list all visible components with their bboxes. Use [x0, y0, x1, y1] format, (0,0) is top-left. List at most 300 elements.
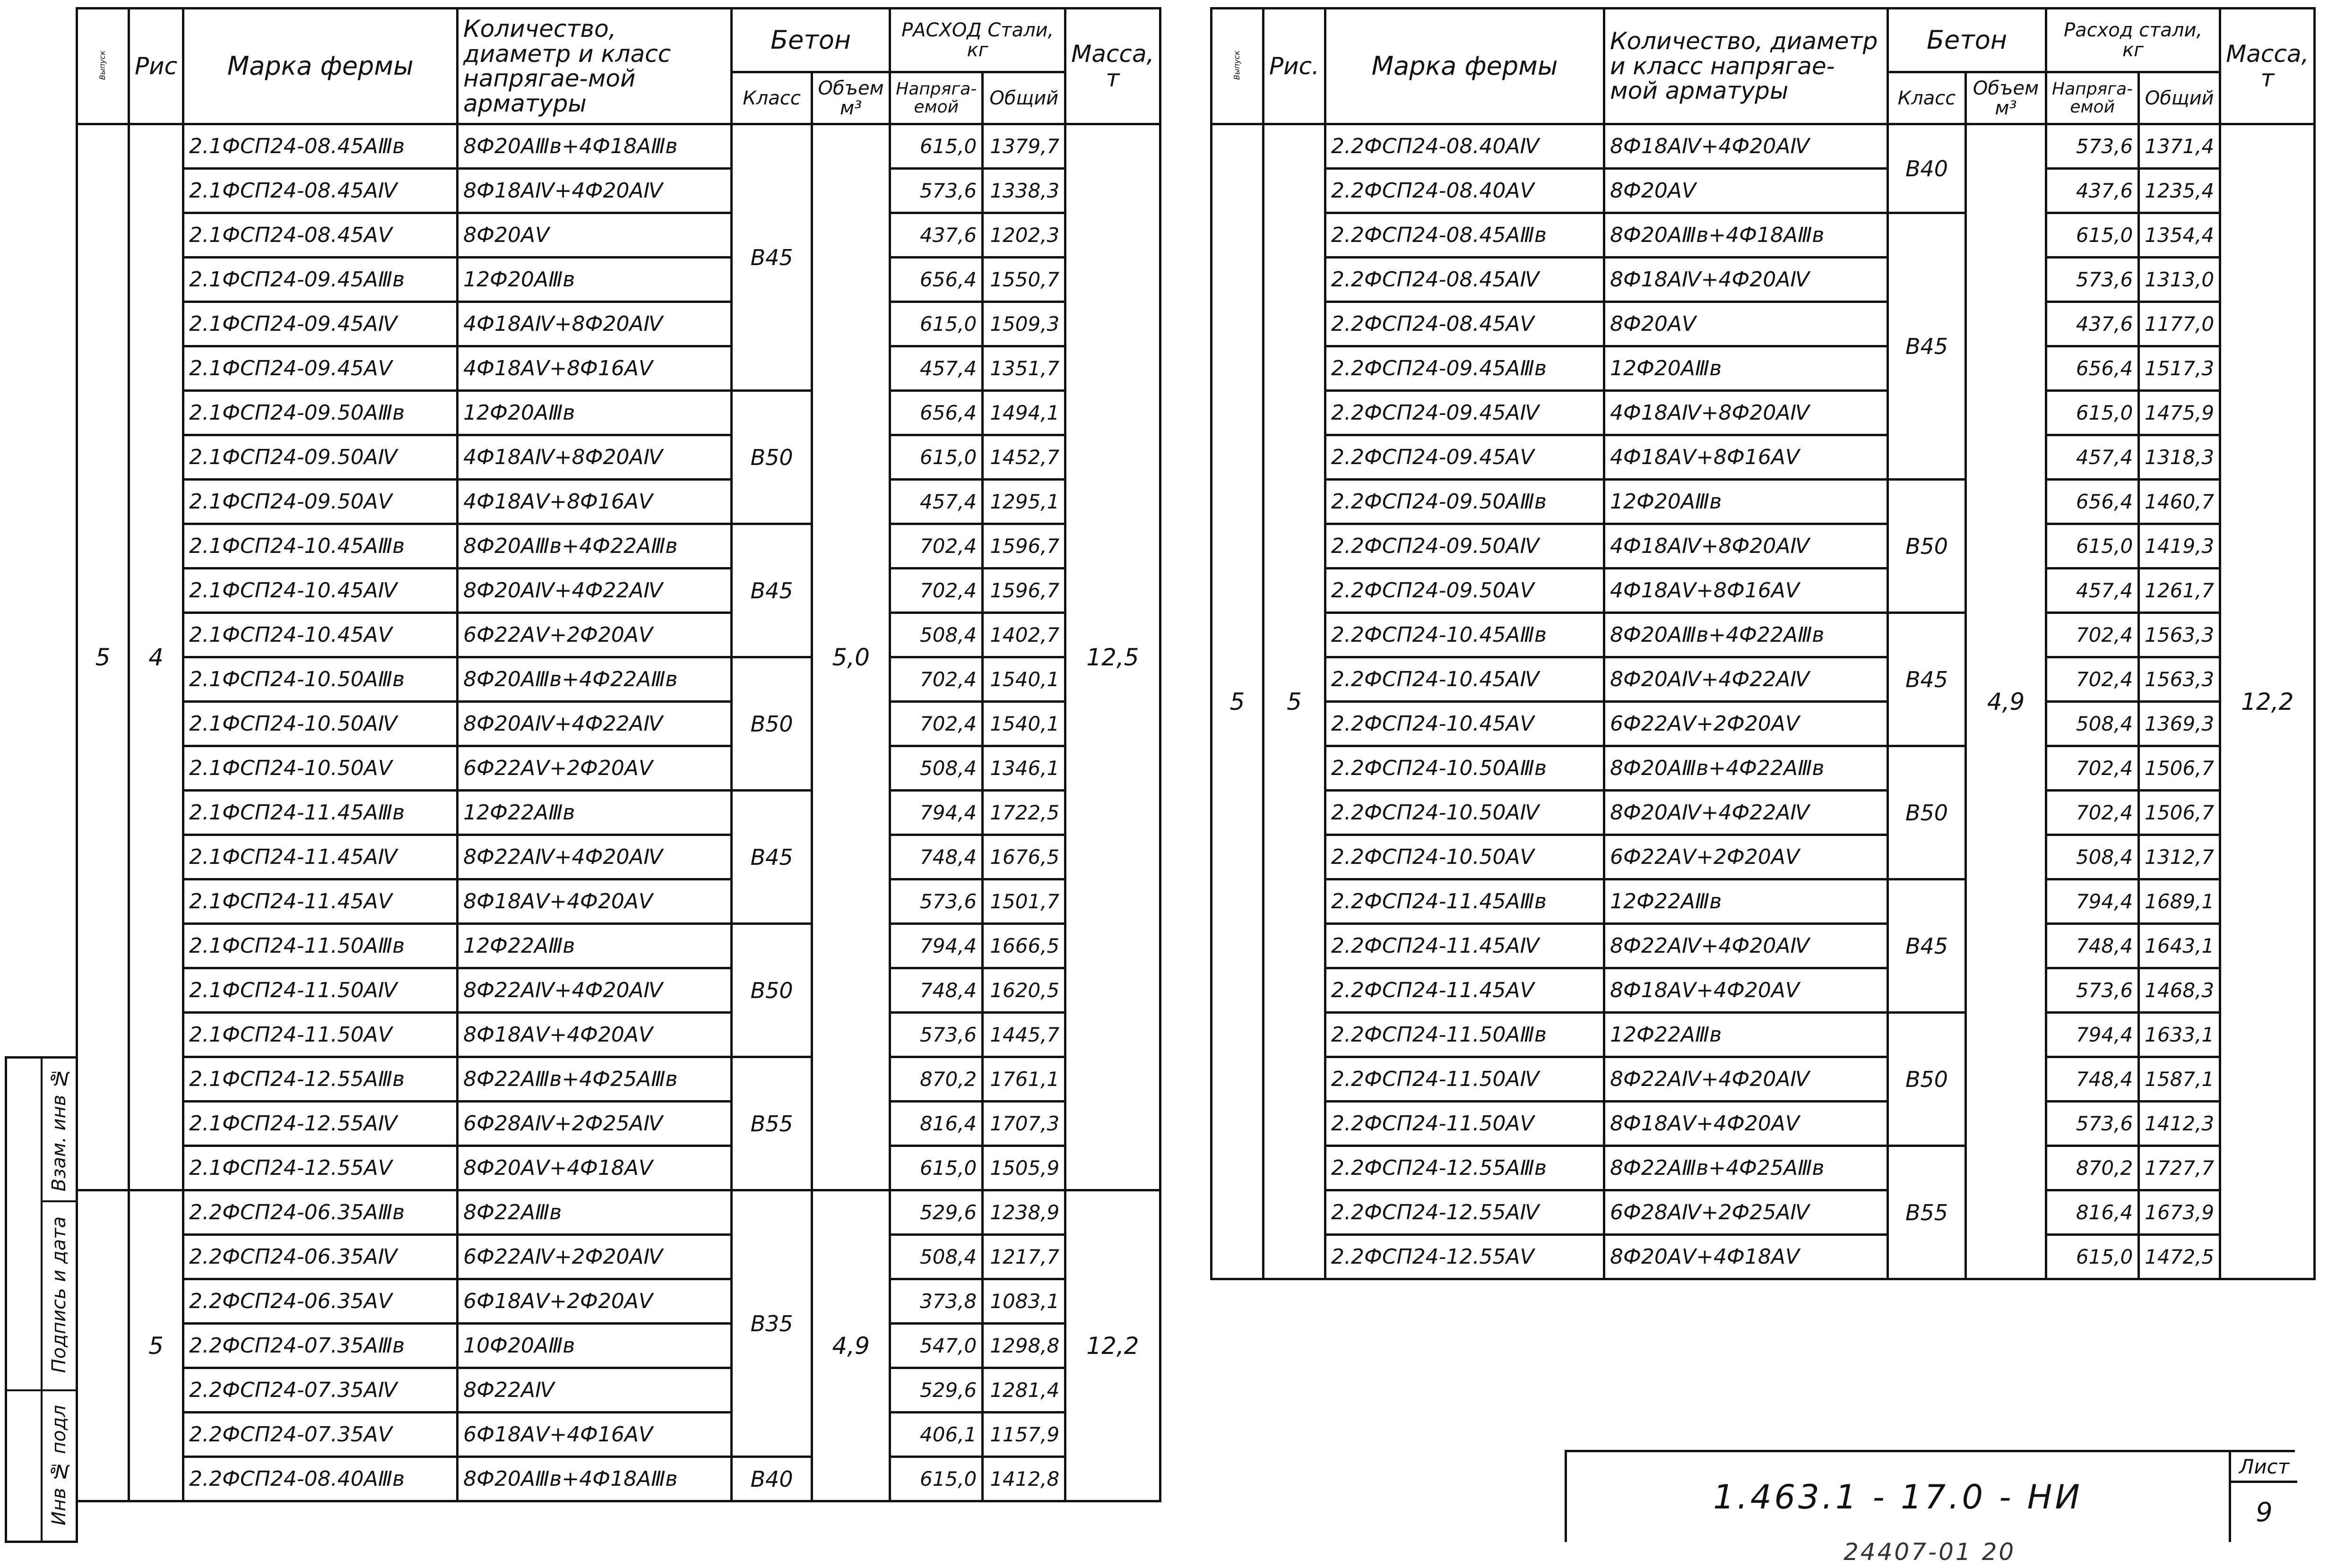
table-row — [77, 124, 1160, 169]
marka-cell: 2.1ФСП24-09.45АⅢв — [183, 258, 458, 302]
obshiy-cell: 1419,3 — [2139, 524, 2220, 569]
marka-cell: 2.2ФСП24-11.50АⅢв — [1325, 1013, 1604, 1057]
armatura-cell: 8Ф20АⅤ — [1604, 169, 1888, 213]
table-row — [77, 1279, 1160, 1324]
obshiy-cell: 1475,9 — [2139, 391, 2220, 435]
marka-cell: 2.1ФСП24-10.45АⅣ — [183, 569, 458, 613]
napr-cell: 816,4 — [2046, 1190, 2139, 1235]
side-stamp-cell-podpis — [43, 1200, 76, 1391]
table-row — [77, 702, 1160, 746]
sheet-number: 9 — [2256, 1497, 2273, 1528]
table-row — [1212, 702, 2315, 746]
klass-cell: В45 — [1888, 879, 1966, 1013]
napr-cell: 573,6 — [890, 1013, 983, 1057]
klass-cell: В40 — [732, 1457, 812, 1501]
marka-cell: 2.1ФСП24-12.55АⅤ — [183, 1146, 458, 1190]
marka-cell: 2.2ФСП24-08.40АⅣ — [1325, 124, 1604, 169]
obshiy-cell: 1666,5 — [983, 924, 1065, 968]
marka-cell: 2.1ФСП24-10.45АⅤ — [183, 613, 458, 657]
header-beton: Бетон — [1888, 9, 2046, 72]
armatura-cell: 4Ф18АⅣ+8Ф20АⅣ — [458, 302, 732, 346]
armatura-cell: 8Ф18АⅤ+4Ф20АⅤ — [458, 1013, 732, 1057]
marka-cell: 2.1ФСП24-10.50АⅤ — [183, 746, 458, 791]
armatura-cell: 12Ф22АⅢв — [458, 924, 732, 968]
obshiy-cell: 1412,3 — [2139, 1102, 2220, 1146]
obshiy-cell: 1369,3 — [2139, 702, 2220, 746]
klass-cell: В45 — [732, 524, 812, 657]
table-row — [1212, 1235, 2315, 1279]
napr-cell: 702,4 — [890, 524, 983, 569]
napr-cell: 656,4 — [2046, 480, 2139, 524]
marka-cell: 2.1ФСП24-08.45АⅤ — [183, 213, 458, 258]
table-row — [1212, 391, 2315, 435]
obshiy-cell: 1261,7 — [2139, 569, 2220, 613]
marka-cell: 2.2ФСП24-11.45АⅣ — [1325, 924, 1604, 968]
table-row — [77, 391, 1160, 435]
armatura-cell: 8Ф20АⅢв+4Ф18АⅢв — [1604, 213, 1888, 258]
napr-cell: 573,6 — [2046, 124, 2139, 169]
marka-cell: 2.1ФСП24-11.45АⅢв — [183, 791, 458, 835]
table-row — [77, 302, 1160, 346]
obshiy-cell: 1494,1 — [983, 391, 1065, 435]
napr-cell: 547,0 — [890, 1324, 983, 1368]
klass-cell: В55 — [1888, 1146, 1966, 1279]
header-massa: Масса, т — [2220, 9, 2315, 124]
table-row — [1212, 1190, 2315, 1235]
klass-cell: В50 — [732, 391, 812, 524]
obshiy-cell: 1505,9 — [983, 1146, 1065, 1190]
table-row — [77, 1057, 1160, 1102]
marka-cell: 2.2ФСП24-11.50АⅣ — [1325, 1057, 1604, 1102]
side-stamp-cell-vzam — [43, 1059, 76, 1202]
table-row — [77, 835, 1160, 879]
marka-cell: 2.2ФСП24-10.45АⅢв — [1325, 613, 1604, 657]
klass-cell: В45 — [1888, 213, 1966, 480]
marka-cell: 2.2ФСП24-08.45АⅤ — [1325, 302, 1604, 346]
side-stamp-col-2 — [43, 1059, 76, 1541]
obshiy-cell: 1509,3 — [983, 302, 1065, 346]
left-spec-table — [76, 7, 1161, 1502]
marka-cell: 2.2ФСП24-10.50АⅢв — [1325, 746, 1604, 791]
napr-cell: 656,4 — [890, 258, 983, 302]
marka-cell: 2.2ФСП24-12.55АⅢв — [1325, 1146, 1604, 1190]
obshiy-cell: 1452,7 — [983, 435, 1065, 480]
armatura-cell: 6Ф22АⅤ+2Ф20АⅤ — [1604, 702, 1888, 746]
table-row — [77, 1102, 1160, 1146]
marka-cell: 2.1ФСП24-12.55АⅢв — [183, 1057, 458, 1102]
marka-cell: 2.2ФСП24-12.55АⅤ — [1325, 1235, 1604, 1279]
obshiy-cell: 1351,7 — [983, 346, 1065, 391]
armatura-cell: 12Ф22АⅢв — [1604, 879, 1888, 924]
obshiy-cell: 1596,7 — [983, 524, 1065, 569]
napr-cell: 457,4 — [2046, 435, 2139, 480]
napr-cell: 573,6 — [890, 879, 983, 924]
table-row — [1212, 835, 2315, 879]
napr-cell: 437,6 — [2046, 302, 2139, 346]
marka-cell: 2.2ФСП24-08.45АⅣ — [1325, 258, 1604, 302]
armatura-cell: 6Ф22АⅤ+2Ф20АⅤ — [458, 746, 732, 791]
document-code: 1.463.1 - 17.0 - НИ — [1713, 1478, 2083, 1516]
armatura-cell: 8Ф20АⅢв+4Ф22АⅢв — [1604, 613, 1888, 657]
marka-cell: 2.1ФСП24-09.50АⅣ — [183, 435, 458, 480]
klass-cell: В55 — [732, 1057, 812, 1190]
obshiy-cell: 1620,5 — [983, 968, 1065, 1013]
obshiy-cell: 1563,3 — [2139, 657, 2220, 702]
napr-cell: 573,6 — [2046, 968, 2139, 1013]
obshiy-cell: 1371,4 — [2139, 124, 2220, 169]
table-row — [1212, 569, 2315, 613]
obshiy-cell: 1722,5 — [983, 791, 1065, 835]
armatura-cell: 8Ф22АⅣ+4Ф20АⅣ — [458, 968, 732, 1013]
marka-cell: 2.1ФСП24-10.50АⅢв — [183, 657, 458, 702]
table-row — [77, 258, 1160, 302]
armatura-cell: 6Ф18АⅤ+4Ф16АⅤ — [458, 1413, 732, 1457]
armatura-cell: 8Ф20АⅢв+4Ф18АⅢв — [458, 124, 732, 169]
klass-cell: В45 — [1888, 613, 1966, 746]
table-row — [77, 1146, 1160, 1190]
obshiy-cell: 1673,9 — [2139, 1190, 2220, 1235]
obshiy-cell: 1379,7 — [983, 124, 1065, 169]
marka-cell: 2.1ФСП24-10.45АⅢв — [183, 524, 458, 569]
table-row — [1212, 480, 2315, 524]
table-row — [77, 746, 1160, 791]
napr-cell: 457,4 — [890, 346, 983, 391]
massa-cell: 12,2 — [2220, 124, 2315, 1279]
obshiy-cell: 1761,1 — [983, 1057, 1065, 1102]
obshiy-cell: 1460,7 — [2139, 480, 2220, 524]
armatura-cell: 8Ф22АⅣ+4Ф20АⅣ — [458, 835, 732, 879]
napr-cell: 437,6 — [2046, 169, 2139, 213]
table-row — [1212, 169, 2315, 213]
klass-cell: В45 — [732, 124, 812, 391]
marka-cell: 2.2ФСП24-09.45АⅢв — [1325, 346, 1604, 391]
armatura-cell: 8Ф22АⅣ — [458, 1368, 732, 1413]
armatura-cell: 4Ф18АⅣ+8Ф20АⅣ — [1604, 524, 1888, 569]
table-row — [77, 1235, 1160, 1279]
obem-cell: 4,9 — [812, 1190, 890, 1501]
armatura-cell: 4Ф18АⅤ+8Ф16АⅤ — [1604, 435, 1888, 480]
table-row — [77, 1368, 1160, 1413]
obshiy-cell: 1727,7 — [2139, 1146, 2220, 1190]
obshiy-cell: 1540,1 — [983, 702, 1065, 746]
armatura-cell: 12Ф20АⅢв — [458, 258, 732, 302]
side-stamp — [5, 1056, 78, 1543]
armatura-cell: 6Ф28АⅣ+2Ф25АⅣ — [458, 1102, 732, 1146]
napr-cell: 702,4 — [2046, 613, 2139, 657]
napr-cell: 437,6 — [890, 213, 983, 258]
obshiy-cell: 1563,3 — [2139, 613, 2220, 657]
armatura-cell: 8Ф20АⅤ — [1604, 302, 1888, 346]
table-row — [77, 346, 1160, 391]
header-klass: Класс — [732, 72, 812, 124]
table-row — [1212, 258, 2315, 302]
armatura-cell: 8Ф20АⅣ+4Ф22АⅣ — [458, 702, 732, 746]
obshiy-cell: 1295,1 — [983, 480, 1065, 524]
table-row — [1212, 879, 2315, 924]
marka-cell: 2.2ФСП24-10.50АⅣ — [1325, 791, 1604, 835]
armatura-cell: 8Ф18АⅤ+4Ф20АⅤ — [1604, 1102, 1888, 1146]
marka-cell: 2.2ФСП24-11.45АⅤ — [1325, 968, 1604, 1013]
napr-cell: 702,4 — [2046, 791, 2139, 835]
obshiy-cell: 1402,7 — [983, 613, 1065, 657]
obshiy-cell: 1643,1 — [2139, 924, 2220, 968]
table-row — [77, 791, 1160, 835]
header-rashod: РАСХОД Стали, кг — [890, 9, 1065, 72]
napr-cell: 615,0 — [2046, 213, 2139, 258]
klass-cell: В50 — [1888, 1013, 1966, 1146]
napr-cell: 529,6 — [890, 1368, 983, 1413]
napr-cell: 457,4 — [2046, 569, 2139, 613]
table-row — [77, 169, 1160, 213]
armatura-cell: 8Ф20АⅢв+4Ф18АⅢв — [458, 1457, 732, 1501]
obshiy-cell: 1587,1 — [2139, 1057, 2220, 1102]
napr-cell: 573,6 — [890, 169, 983, 213]
armatura-cell: 8Ф18АⅣ+4Ф20АⅣ — [1604, 124, 1888, 169]
armatura-cell: 8Ф22АⅣ+4Ф20АⅣ — [1604, 1057, 1888, 1102]
table-row — [1212, 1146, 2315, 1190]
obem-cell: 4,9 — [1966, 124, 2046, 1279]
header-napr: Напряга-емой — [2046, 72, 2139, 124]
marka-cell: 2.2ФСП24-06.35АⅤ — [183, 1279, 458, 1324]
header-obem: Объем м³ — [812, 72, 890, 124]
table-row — [1212, 435, 2315, 480]
marka-cell: 2.2ФСП24-12.55АⅣ — [1325, 1190, 1604, 1235]
table-row — [1212, 924, 2315, 968]
napr-cell: 573,6 — [2046, 258, 2139, 302]
marka-cell: 2.1ФСП24-08.45АⅣ — [183, 169, 458, 213]
napr-cell: 529,6 — [890, 1190, 983, 1235]
obshiy-cell: 1550,7 — [983, 258, 1065, 302]
table-row — [1212, 302, 2315, 346]
obshiy-cell: 1707,3 — [983, 1102, 1065, 1146]
napr-cell: 615,0 — [890, 435, 983, 480]
obshiy-cell: 1083,1 — [983, 1279, 1065, 1324]
marka-cell: 2.1ФСП24-11.50АⅤ — [183, 1013, 458, 1057]
napr-cell: 615,0 — [890, 124, 983, 169]
armatura-cell: 12Ф20АⅢв — [1604, 346, 1888, 391]
marka-cell: 2.2ФСП24-08.40АⅢв — [183, 1457, 458, 1501]
armatura-cell: 8Ф20АⅤ+4Ф18АⅤ — [458, 1146, 732, 1190]
header-marka: Марка фермы — [1325, 9, 1604, 124]
armatura-cell: 8Ф20АⅢв+4Ф22АⅢв — [1604, 746, 1888, 791]
obshiy-cell: 1346,1 — [983, 746, 1065, 791]
armatura-cell: 8Ф18АⅣ+4Ф20АⅣ — [1604, 258, 1888, 302]
napr-cell: 406,1 — [890, 1413, 983, 1457]
napr-cell: 794,4 — [890, 924, 983, 968]
obshiy-cell: 1354,4 — [2139, 213, 2220, 258]
obshiy-cell: 1202,3 — [983, 213, 1065, 258]
klass-cell: В35 — [732, 1190, 812, 1457]
obshiy-cell: 1157,9 — [983, 1413, 1065, 1457]
header-marka: Марка фермы — [183, 9, 458, 124]
header-obshiy: Общий — [2139, 72, 2220, 124]
marka-cell: 2.2ФСП24-10.50АⅤ — [1325, 835, 1604, 879]
armatura-cell: 8Ф18АⅣ+4Ф20АⅣ — [458, 169, 732, 213]
obshiy-cell: 1177,0 — [2139, 302, 2220, 346]
table-row — [77, 613, 1160, 657]
table-row — [77, 1457, 1160, 1501]
marka-cell: 2.2ФСП24-08.45АⅢв — [1325, 213, 1604, 258]
armatura-cell: 6Ф28АⅣ+2Ф25АⅣ — [1604, 1190, 1888, 1235]
table-row — [77, 1190, 1160, 1235]
napr-cell: 656,4 — [2046, 346, 2139, 391]
obshiy-cell: 1517,3 — [2139, 346, 2220, 391]
marka-cell: 2.2ФСП24-10.45АⅤ — [1325, 702, 1604, 746]
table-row — [1212, 1013, 2315, 1057]
table-row — [1212, 124, 2315, 169]
marka-cell: 2.1ФСП24-11.45АⅤ — [183, 879, 458, 924]
armatura-cell: 8Ф20АⅢв+4Ф22АⅢв — [458, 524, 732, 569]
marka-cell: 2.2ФСП24-09.45АⅤ — [1325, 435, 1604, 480]
obshiy-cell: 1472,5 — [2139, 1235, 2220, 1279]
napr-cell: 508,4 — [890, 1235, 983, 1279]
obshiy-cell: 1281,4 — [983, 1368, 1065, 1413]
header-beton: Бетон — [732, 9, 890, 72]
marka-cell: 2.2ФСП24-08.40АⅤ — [1325, 169, 1604, 213]
vypusk-cell-empty — [77, 1190, 129, 1501]
armatura-cell: 8Ф20АⅢв+4Ф22АⅢв — [458, 657, 732, 702]
obshiy-cell: 1468,3 — [2139, 968, 2220, 1013]
napr-cell: 457,4 — [890, 480, 983, 524]
marka-cell: 2.1ФСП24-09.50АⅤ — [183, 480, 458, 524]
armatura-cell: 4Ф18АⅤ+8Ф16АⅤ — [458, 480, 732, 524]
obshiy-cell: 1501,7 — [983, 879, 1065, 924]
marka-cell: 2.2ФСП24-11.50АⅤ — [1325, 1102, 1604, 1146]
marka-cell: 2.2ФСП24-07.35АⅤ — [183, 1413, 458, 1457]
obshiy-cell: 1235,4 — [2139, 169, 2220, 213]
obshiy-cell: 1313,0 — [2139, 258, 2220, 302]
table-row — [1212, 613, 2315, 657]
armatura-cell: 12Ф20АⅢв — [458, 391, 732, 435]
table-row — [77, 1413, 1160, 1457]
napr-cell: 615,0 — [2046, 391, 2139, 435]
armatura-cell: 8Ф22АⅢв+4Ф25АⅢв — [1604, 1146, 1888, 1190]
marka-cell: 2.2ФСП24-11.45АⅢв — [1325, 879, 1604, 924]
ris-cell: 4 — [129, 124, 183, 1190]
table-row — [77, 1324, 1160, 1368]
table-row — [77, 480, 1160, 524]
obshiy-cell: 1338,3 — [983, 169, 1065, 213]
table-row — [77, 657, 1160, 702]
klass-cell: В40 — [1888, 124, 1966, 213]
armatura-cell: 10Ф20АⅢв — [458, 1324, 732, 1368]
napr-cell: 702,4 — [890, 569, 983, 613]
obshiy-cell: 1412,8 — [983, 1457, 1065, 1501]
napr-cell: 748,4 — [2046, 1057, 2139, 1102]
marka-cell: 2.1ФСП24-09.45АⅤ — [183, 346, 458, 391]
napr-cell: 794,4 — [890, 791, 983, 835]
armatura-cell: 4Ф18АⅤ+8Ф16АⅤ — [458, 346, 732, 391]
napr-cell: 615,0 — [2046, 524, 2139, 569]
napr-cell: 508,4 — [2046, 702, 2139, 746]
napr-cell: 373,8 — [890, 1279, 983, 1324]
marka-cell: 2.1ФСП24-09.50АⅢв — [183, 391, 458, 435]
armatura-cell: 8Ф22АⅢв+4Ф25АⅢв — [458, 1057, 732, 1102]
armatura-cell: 4Ф18АⅣ+8Ф20АⅣ — [458, 435, 732, 480]
napr-cell: 615,0 — [2046, 1235, 2139, 1279]
armatura-cell: 6Ф22АⅣ+2Ф20АⅣ — [458, 1235, 732, 1279]
label-inv-podl: Инв № подл — [48, 1404, 70, 1525]
armatura-cell: 8Ф20АⅣ+4Ф22АⅣ — [1604, 657, 1888, 702]
obshiy-cell: 1312,7 — [2139, 835, 2220, 879]
obshiy-cell: 1506,7 — [2139, 791, 2220, 835]
table-row — [77, 968, 1160, 1013]
napr-cell: 615,0 — [890, 1146, 983, 1190]
armatura-cell: 6Ф18АⅤ+2Ф20АⅤ — [458, 1279, 732, 1324]
header-obshiy: Общий — [983, 72, 1065, 124]
table-row — [77, 879, 1160, 924]
table-row — [1212, 791, 2315, 835]
armatura-cell: 4Ф18АⅣ+8Ф20АⅣ — [1604, 391, 1888, 435]
klass-cell: В50 — [1888, 746, 1966, 879]
obshiy-cell: 1676,5 — [983, 835, 1065, 879]
armatura-cell: 8Ф18АⅤ+4Ф20АⅤ — [1604, 968, 1888, 1013]
header-klass: Класс — [1888, 72, 1966, 124]
napr-cell: 702,4 — [2046, 746, 2139, 791]
armatura-cell: 6Ф22АⅤ+2Ф20АⅤ — [1604, 835, 1888, 879]
napr-cell: 794,4 — [2046, 879, 2139, 924]
table-row — [77, 213, 1160, 258]
napr-cell: 615,0 — [890, 1457, 983, 1501]
header-vypusk: Выпуск — [1212, 9, 1264, 124]
massa-cell: 12,2 — [1065, 1190, 1160, 1501]
marka-cell: 2.1ФСП24-11.45АⅣ — [183, 835, 458, 879]
obshiy-cell: 1689,1 — [2139, 879, 2220, 924]
armatura-cell: 8Ф22АⅢв — [458, 1190, 732, 1235]
side-stamp-cell — [7, 1389, 41, 1541]
vypusk-cell: 5 — [77, 124, 129, 1190]
header-rashod: Расход стали, кг — [2046, 9, 2220, 72]
napr-cell: 794,4 — [2046, 1013, 2139, 1057]
napr-cell: 748,4 — [890, 968, 983, 1013]
marka-cell: 2.2ФСП24-09.50АⅣ — [1325, 524, 1604, 569]
table-row — [1212, 1102, 2315, 1146]
table-row — [77, 1013, 1160, 1057]
klass-cell: В50 — [732, 924, 812, 1057]
marka-cell: 2.2ФСП24-06.35АⅣ — [183, 1235, 458, 1279]
armatura-cell: 12Ф22АⅢв — [458, 791, 732, 835]
sheet-box — [2229, 1452, 2297, 1542]
table-row — [77, 569, 1160, 613]
right-spec-table — [1210, 7, 2316, 1280]
napr-cell: 615,0 — [890, 302, 983, 346]
header-ris: Рис — [129, 9, 183, 124]
side-stamp-cell — [7, 1059, 41, 1391]
napr-cell: 573,6 — [2046, 1102, 2139, 1146]
obshiy-cell: 1217,7 — [983, 1235, 1065, 1279]
klass-cell: В50 — [732, 657, 812, 791]
armatura-cell: 8Ф20АⅤ — [458, 213, 732, 258]
massa-cell: 12,5 — [1065, 124, 1160, 1190]
armatura-cell: 8Ф20АⅣ+4Ф22АⅣ — [458, 569, 732, 613]
label-podpis-data: Подпись и дата — [48, 1216, 70, 1373]
obem-cell: 5,0 — [812, 124, 890, 1190]
marka-cell: 2.2ФСП24-10.45АⅣ — [1325, 657, 1604, 702]
title-block — [1565, 1450, 2295, 1542]
armatura-cell: 12Ф22АⅢв — [1604, 1013, 1888, 1057]
table-row — [1212, 346, 2315, 391]
marka-cell: 2.2ФСП24-09.50АⅤ — [1325, 569, 1604, 613]
obshiy-cell: 1445,7 — [983, 1013, 1065, 1057]
obshiy-cell: 1238,9 — [983, 1190, 1065, 1235]
vypusk-cell: 5 — [1212, 124, 1264, 1279]
sheet-label: Лист — [2231, 1452, 2297, 1483]
obshiy-cell: 1318,3 — [2139, 435, 2220, 480]
header-ris: Рис. — [1264, 9, 1325, 124]
marka-cell: 2.1ФСП24-10.50АⅣ — [183, 702, 458, 746]
obshiy-cell: 1596,7 — [983, 569, 1065, 613]
header-vypusk: Выпуск — [77, 9, 129, 124]
